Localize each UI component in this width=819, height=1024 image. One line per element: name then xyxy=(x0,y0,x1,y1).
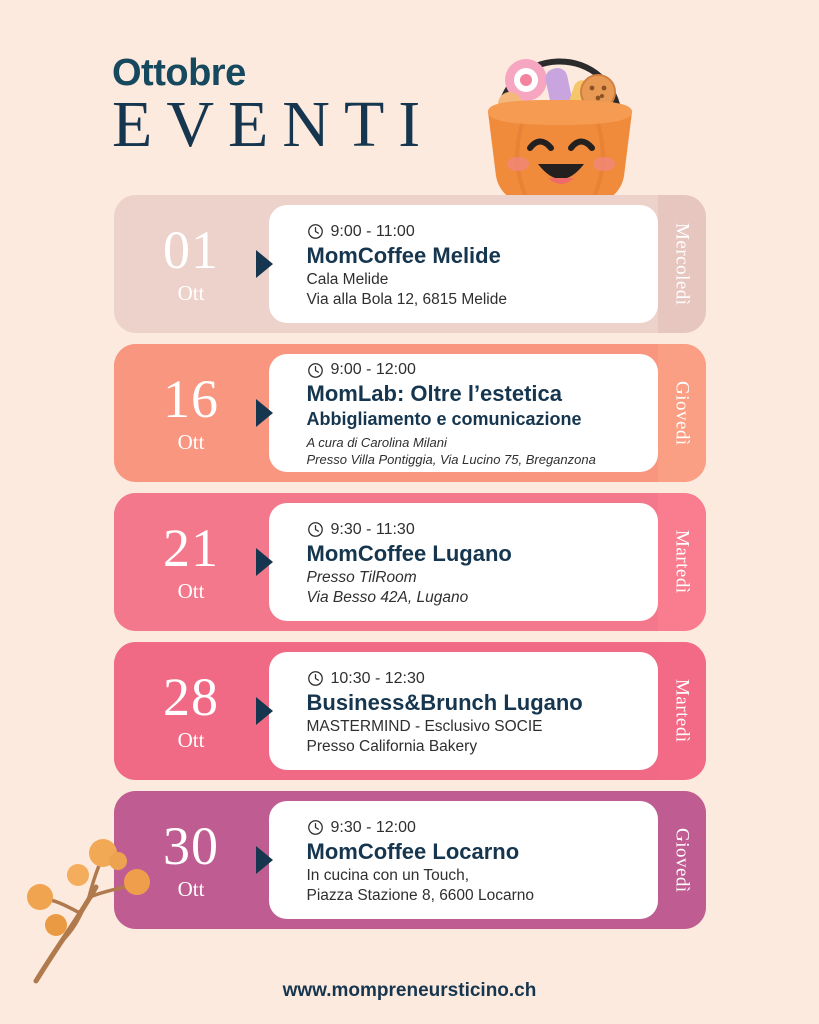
event-row[interactable] xyxy=(114,344,706,482)
event-day: 01 xyxy=(163,219,219,280)
event-detail-line: Piazza Stazione 8, 6600 Locarno xyxy=(306,886,534,904)
page-title: EVENTI xyxy=(112,88,435,161)
event-weekday-label: Giovedì xyxy=(671,380,693,446)
event-weekday-label: Giovedì xyxy=(671,827,693,893)
event-row[interactable] xyxy=(114,493,706,631)
clock-icon xyxy=(307,362,324,379)
event-time-row xyxy=(307,361,640,379)
event-time: 9:00 - 12:00 xyxy=(330,361,416,379)
event-weekday-label: Martedì xyxy=(671,679,693,743)
arrow-icon xyxy=(256,548,273,576)
event-detail-line: Via Besso 42A, Lugano xyxy=(306,588,469,606)
event-time: 9:30 - 11:30 xyxy=(330,520,415,538)
event-month: Ott xyxy=(177,578,205,603)
event-month: Ott xyxy=(177,280,205,305)
event-weekday-label: Martedì xyxy=(671,530,693,594)
event-row[interactable] xyxy=(114,642,706,780)
event-detail-line: In cucina con un Touch, xyxy=(306,866,470,884)
event-detail-line: Presso TilRoom xyxy=(306,568,417,586)
event-time: 9:00 - 11:00 xyxy=(330,222,415,240)
arrow-icon xyxy=(256,399,273,427)
event-detail-line: Presso California Bakery xyxy=(306,737,478,755)
event-row[interactable] xyxy=(114,791,706,929)
page-title-month: Ottobre xyxy=(112,52,246,94)
arrow-icon xyxy=(256,250,273,278)
event-time-row xyxy=(307,521,640,539)
arrow-icon xyxy=(256,697,273,725)
event-weekday xyxy=(658,344,706,482)
event-time: 10:30 - 12:30 xyxy=(330,669,425,687)
event-card xyxy=(269,801,658,919)
event-title: Business&Brunch Lugano xyxy=(306,689,583,715)
event-month: Ott xyxy=(177,727,205,752)
clock-icon xyxy=(307,521,324,538)
event-weekday-label: Mercoledì xyxy=(671,222,693,306)
arrow-icon xyxy=(256,846,273,874)
event-detail-line: Via alla Bola 12, 6815 Melide xyxy=(306,290,507,308)
event-month: Ott xyxy=(177,429,205,454)
event-card xyxy=(269,652,658,770)
clock-icon xyxy=(307,819,324,836)
pumpkin-candy-bucket-icon xyxy=(452,8,672,218)
event-card xyxy=(269,354,658,472)
event-detail-line: MASTERMIND - Esclusivo SOCIE xyxy=(306,717,543,735)
clock-icon xyxy=(307,223,324,240)
event-day: 16 xyxy=(163,368,219,429)
event-row[interactable] xyxy=(114,195,706,333)
event-month: Ott xyxy=(177,876,205,901)
event-day: 21 xyxy=(163,517,219,578)
berry-branch-icon xyxy=(18,809,183,984)
event-date xyxy=(114,493,269,631)
event-time: 9:30 - 12:00 xyxy=(330,818,416,836)
event-detail-line: A cura di Carolina Milani xyxy=(306,435,447,451)
event-time-row xyxy=(307,223,640,241)
event-weekday xyxy=(658,195,706,333)
event-weekday xyxy=(658,791,706,929)
event-title: MomCoffee Locarno xyxy=(306,838,520,864)
event-detail-line: Presso Villa Pontiggia, Via Lucino 75, Breganzona xyxy=(306,452,596,467)
event-title: MomCoffee Melide xyxy=(306,242,501,268)
event-card xyxy=(269,205,658,323)
clock-icon xyxy=(307,670,324,687)
event-card xyxy=(269,503,658,621)
event-title: MomCoffee Lugano xyxy=(306,540,512,566)
poster-header xyxy=(0,0,819,195)
event-date xyxy=(114,642,269,780)
event-date xyxy=(114,195,269,333)
event-day: 30 xyxy=(163,815,219,876)
event-time-row xyxy=(307,670,640,688)
event-weekday xyxy=(658,493,706,631)
event-title: MomLab: Oltre l’estetica xyxy=(306,381,563,407)
footer-website[interactable]: www.mompreneursticino.ch xyxy=(282,980,537,1001)
event-date xyxy=(114,344,269,482)
event-day: 28 xyxy=(163,666,219,727)
event-weekday xyxy=(658,642,706,780)
event-detail-line: Cala Melide xyxy=(306,270,389,288)
event-subtitle: Abbigliamento e comunicazione xyxy=(306,408,582,429)
event-time-row xyxy=(307,819,640,837)
